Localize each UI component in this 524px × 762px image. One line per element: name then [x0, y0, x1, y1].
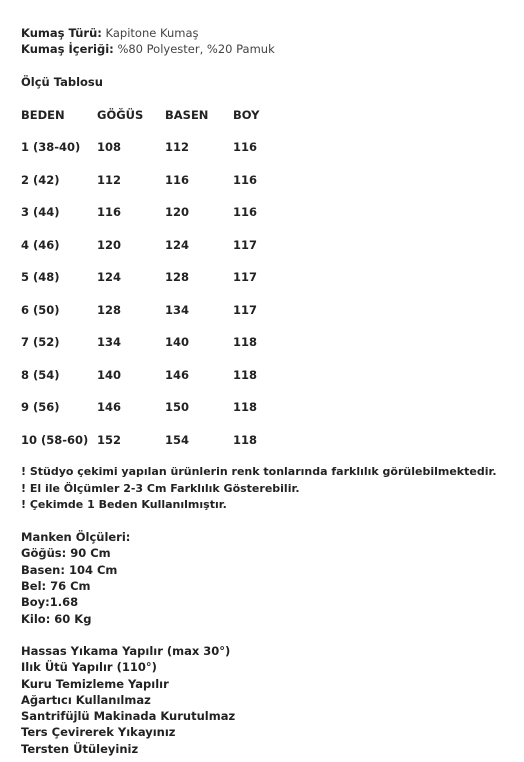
hip-cell: 154 — [165, 433, 190, 447]
length-cell: 116 — [233, 140, 258, 154]
length-cell: 116 — [233, 173, 258, 187]
length-cell: 118 — [233, 368, 258, 382]
length-cell: 116 — [233, 205, 258, 219]
hip-cell: 124 — [165, 238, 190, 252]
hip-cell: 128 — [165, 270, 190, 284]
header-basen: BASEN — [165, 108, 209, 122]
size-cell: 2 (42) — [21, 173, 60, 187]
fabric-type-label: Kumaş Türü: — [21, 26, 102, 40]
length-cell: 118 — [233, 433, 258, 447]
size-cell: 8 (54) — [21, 368, 60, 382]
chest-cell: 120 — [97, 238, 122, 252]
length-cell: 117 — [233, 303, 258, 317]
model-measurements-title: Manken Ölçüleri: — [21, 530, 131, 544]
care-instruction: Ters Çevirerek Yıkayınız — [21, 725, 176, 739]
size-table-title: Ölçü Tablosu — [21, 75, 103, 89]
chest-cell: 128 — [97, 303, 122, 317]
chest-cell: 112 — [97, 173, 122, 187]
care-instruction: Hassas Yıkama Yapılır (max 30°) — [21, 644, 231, 658]
length-cell: 118 — [233, 400, 258, 414]
model-measurement-line: Basen: 104 Cm — [21, 563, 118, 577]
size-cell: 4 (46) — [21, 238, 60, 252]
fabric-content-label: Kumaş İçeriği: — [21, 42, 114, 56]
size-cell: 3 (44) — [21, 205, 60, 219]
header-gogus: GÖĞÜS — [97, 108, 144, 122]
hip-cell: 134 — [165, 303, 190, 317]
hip-cell: 120 — [165, 205, 190, 219]
fabric-content-value: %80 Polyester, %20 Pamuk — [117, 42, 275, 56]
care-instruction: Santrifüjlü Makinada Kurutulmaz — [21, 709, 236, 723]
size-cell: 9 (56) — [21, 400, 60, 414]
header-beden: BEDEN — [21, 108, 65, 122]
model-measurement-line: Boy:1.68 — [21, 595, 79, 609]
chest-cell: 146 — [97, 400, 122, 414]
size-cell: 5 (48) — [21, 270, 60, 284]
chest-cell: 134 — [97, 335, 122, 349]
hip-cell: 140 — [165, 335, 190, 349]
chest-cell: 124 — [97, 270, 122, 284]
care-instruction: Kuru Temizleme Yapılır — [21, 677, 169, 691]
length-cell: 117 — [233, 238, 258, 252]
note-line: ! El ile Ölçümler 2-3 Cm Farklılık Gösterebilir. — [21, 482, 300, 495]
hip-cell: 146 — [165, 368, 190, 382]
chest-cell: 140 — [97, 368, 122, 382]
note-line: ! Stüdyo çekimi yapılan ürünlerin renk tonlarında farklılık görülebilmektedir. — [21, 465, 497, 478]
length-cell: 117 — [233, 270, 258, 284]
fabric-type-line — [21, 26, 199, 40]
hip-cell: 112 — [165, 140, 190, 154]
care-instruction: Tersten Ütüleyiniz — [21, 742, 139, 756]
care-instruction: Ilık Ütü Yapılır (110°) — [21, 660, 157, 674]
model-measurement-line: Kilo: 60 Kg — [21, 612, 92, 626]
hip-cell: 116 — [165, 173, 190, 187]
size-cell: 10 (58-60) — [21, 433, 89, 447]
chest-cell: 152 — [97, 433, 122, 447]
header-boy: BOY — [233, 108, 260, 122]
fabric-type-value: Kapitone Kumaş — [105, 26, 199, 40]
hip-cell: 150 — [165, 400, 190, 414]
fabric-content-line — [21, 42, 275, 56]
note-line: ! Çekimde 1 Beden Kullanılmıştır. — [21, 498, 227, 511]
model-measurement-line: Göğüs: 90 Cm — [21, 546, 111, 560]
size-cell: 1 (38-40) — [21, 140, 81, 154]
chest-cell: 116 — [97, 205, 122, 219]
chest-cell: 108 — [97, 140, 122, 154]
size-cell: 6 (50) — [21, 303, 60, 317]
care-instruction: Ağartıcı Kullanılmaz — [21, 693, 151, 707]
length-cell: 118 — [233, 335, 258, 349]
size-cell: 7 (52) — [21, 335, 60, 349]
model-measurement-line: Bel: 76 Cm — [21, 579, 91, 593]
